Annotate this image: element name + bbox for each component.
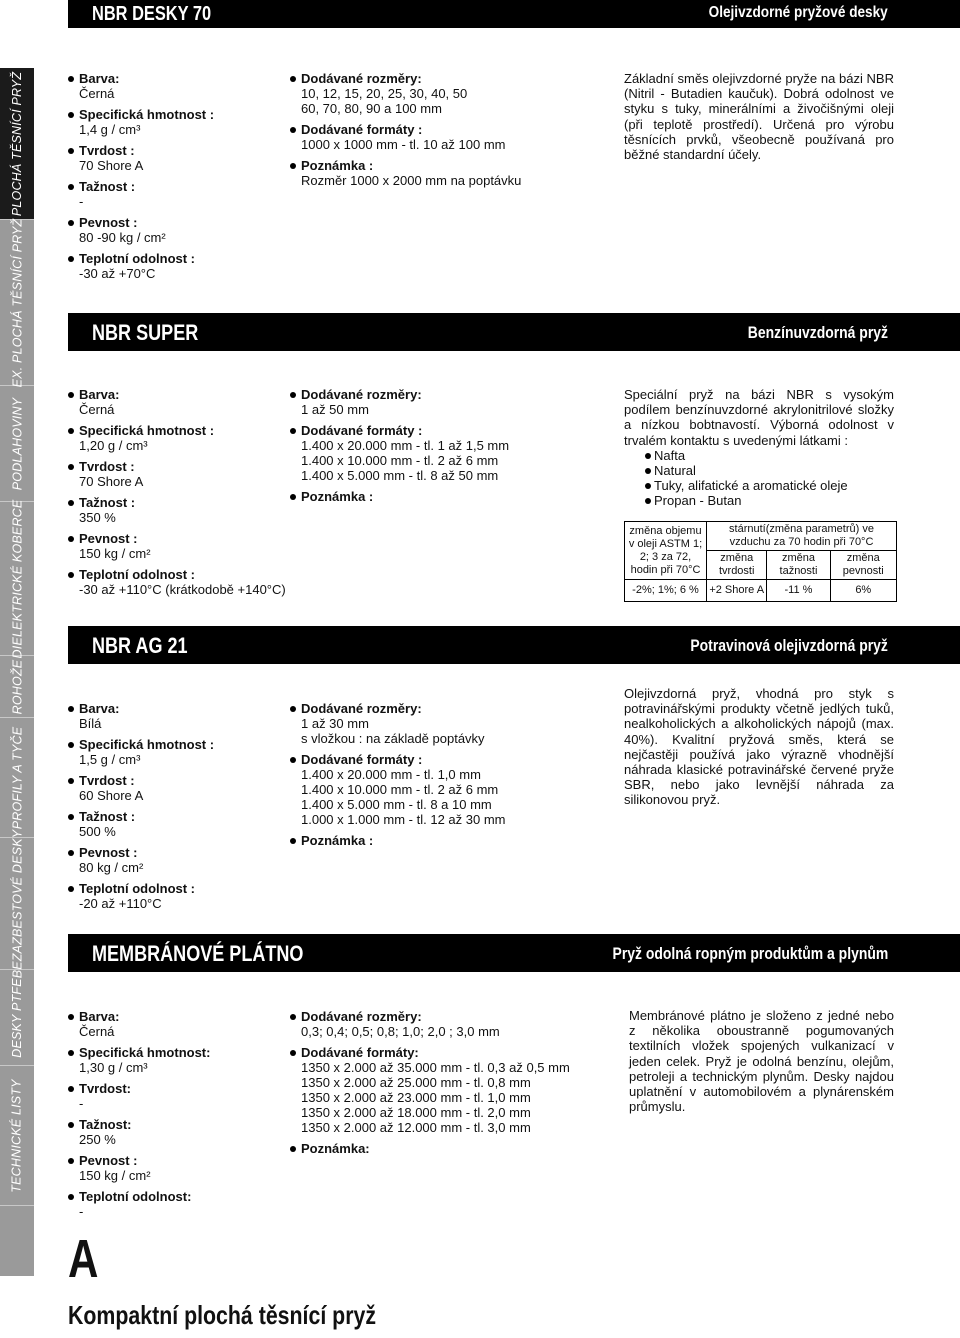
property-value: 1,30 g / cm³: [79, 1060, 148, 1075]
table-header-aging: stárnutí(změna parametrů) ve vzduchu za 70 hodin při 70°C: [707, 522, 897, 551]
table-subheader: změna tažnosti: [767, 551, 830, 580]
property-label: Dodávané formáty :: [290, 752, 610, 767]
property-label: Dodávané rozměry:: [290, 701, 610, 716]
property-label: Teplotní odolnost:: [68, 1189, 283, 1204]
table-cell: +2 Shore A: [707, 580, 767, 602]
property-label: Poznámka :: [290, 158, 610, 173]
property-value: 150 kg / cm²: [79, 546, 151, 561]
sidebar-tab-label: DESKY PTFE: [10, 977, 25, 1058]
property-value: 1.400 x 10.000 mm - tl. 2 až 6 mm: [301, 782, 499, 797]
property-label: Tažnost :: [68, 179, 283, 194]
nbr-ag21-properties: [68, 701, 283, 917]
property-label: Barva:: [68, 701, 283, 716]
property-value: 60, 70, 80, 90 a 100 mm: [301, 101, 442, 116]
property-value: Rozměr 1000 x 2000 mm na poptávku: [301, 173, 522, 188]
property-label: Dodávané rozměry:: [290, 387, 610, 402]
property-item: [68, 1117, 283, 1147]
property-value: 1000 x 1000 mm - tl. 10 až 100 mm: [301, 137, 506, 152]
property-item: [290, 423, 610, 483]
property-item: [68, 107, 283, 137]
nbr-ag21-description: Olejivzdorná pryž, vhodná pro styk s potravinářskými produkty včetně jedlých tuků, nealkoholických a alkoholických nápojů (max. 40%). Kvalitní pryžová směs, která se nejčastěji používá jako výrazně vhodnější náhrada klasické potravinářské červené pryže SBR, nebo jako levnější náhrada za silikonovou pryž.: [624, 686, 894, 808]
membrane-properties: [68, 1009, 283, 1225]
property-item: [290, 1045, 610, 1135]
property-item: [68, 567, 288, 597]
property-item: [290, 71, 610, 116]
property-item: [68, 773, 283, 803]
property-item: [68, 531, 288, 561]
property-label: Teplotní odolnost :: [68, 567, 288, 582]
membrane-dimensions: [290, 1009, 610, 1162]
property-label: Tvrdost:: [68, 1081, 283, 1096]
property-item: [68, 1081, 283, 1111]
page-category: Olejivzdorné pryžové desky: [708, 4, 888, 21]
resistance-list: [624, 448, 894, 509]
property-label: Tvrdost :: [68, 459, 288, 474]
property-item: [290, 701, 610, 746]
section-category: Potravinová olejivzdorná pryž: [690, 636, 888, 655]
property-value: 60 Shore A: [79, 788, 144, 803]
property-item: [68, 881, 283, 911]
nbr-ag21-dimensions: [290, 701, 610, 854]
property-value: 80 kg / cm²: [79, 860, 144, 875]
property-value: -30 až +70°C: [79, 266, 156, 281]
property-value: 80 -90 kg / cm²: [79, 230, 166, 245]
property-value: 1 až 30 mm: [301, 716, 369, 731]
property-item: [290, 1009, 610, 1039]
list-item: Tuky, alifatické a aromatické oleje: [624, 478, 894, 493]
property-value: 1.400 x 5.000 mm - tl. 8 až 50 mm: [301, 468, 499, 483]
section-header-membrane: [68, 934, 960, 972]
sidebar-tab-label: ROHOŽE: [10, 659, 24, 714]
property-item: [68, 1153, 283, 1183]
property-label: Pevnost :: [68, 531, 288, 546]
section-header-nbr-super: [68, 313, 960, 351]
property-value: Černá: [79, 1024, 115, 1039]
table-cell: -11 %: [767, 580, 830, 602]
property-label: Poznámka :: [290, 833, 610, 848]
sidebar-tab[interactable]: [0, 718, 34, 838]
property-value: Černá: [79, 402, 115, 417]
property-item: [290, 387, 610, 417]
property-value: 70 Shore A: [79, 158, 144, 173]
property-label: Poznámka :: [290, 489, 610, 504]
page-title: NBR DESKY 70: [92, 3, 212, 25]
table-cell: 6%: [830, 580, 896, 602]
property-item: [68, 845, 283, 875]
property-label: Dodávané formáty :: [290, 423, 610, 438]
footer-title: Kompaktní plochá těsnící pryž: [68, 1300, 377, 1330]
sidebar-tab-label: DIELEKTRICKÉ KOBERCE: [10, 499, 24, 658]
property-label: Dodávané rozměry:: [290, 1009, 610, 1024]
property-item: [290, 122, 610, 152]
property-value: Bílá: [79, 716, 102, 731]
property-label: Barva:: [68, 71, 283, 86]
property-label: Tažnost :: [68, 809, 283, 824]
table-subheader: změna tvrdosti: [707, 551, 767, 580]
sidebar-tab[interactable]: [0, 829, 34, 978]
section-title: NBR AG 21: [92, 633, 188, 658]
property-item: [68, 459, 288, 489]
property-item: [68, 1045, 283, 1075]
property-label: Barva:: [68, 387, 288, 402]
property-value: 1,5 g / cm³: [79, 752, 141, 767]
list-item: Propan - Butan: [624, 493, 894, 508]
table-cell: -2%; 1%; 6 %: [625, 580, 707, 602]
property-value: 1350 x 2.000 až 18.000 mm - tl. 2,0 mm: [301, 1105, 531, 1120]
page-header: [68, 0, 960, 28]
sidebar-tab-label: PLOCHÁ TĚSNÍCÍ PRYŽ: [10, 71, 24, 216]
nbr-super-description-text: Speciální pryž na bázi NBR s vysokým podílem benzínuvzdorné akrylonitrilové složky a nízkou bobtnavostí. Výborná odolnost v trvalém kontaktu s uvedenými látkami :: [624, 387, 894, 448]
nbr-super-dimensions: [290, 387, 610, 510]
sidebar-tab-label: EX. PLOCHÁ TĚSNÍCÍ PRYŽ: [10, 218, 25, 387]
sidebar-tab[interactable]: [0, 970, 34, 1066]
sidebar-tab-label: TECHNICKÉ LISTY: [10, 1078, 24, 1193]
list-item: Natural: [624, 463, 894, 478]
property-value: 1350 x 2.000 až 35.000 mm - tl. 0,3 až 0,5 mm: [301, 1060, 570, 1075]
sidebar-nav: [0, 68, 34, 1276]
list-item: Nafta: [624, 448, 894, 463]
property-item: [68, 737, 283, 767]
property-label: Pevnost :: [68, 215, 283, 230]
sidebar-tab[interactable]: [0, 1066, 34, 1206]
property-value: 1350 x 2.000 až 23.000 mm - tl. 1,0 mm: [301, 1090, 531, 1105]
property-value: -: [79, 1096, 84, 1111]
property-label: Pevnost :: [68, 845, 283, 860]
nbr70-dimensions: [290, 71, 610, 194]
property-label: Specifická hmotnost :: [68, 107, 283, 122]
nbr70-properties: [68, 71, 283, 287]
table-subheader: změna pevnosti: [830, 551, 896, 580]
property-value: 1,4 g / cm³: [79, 122, 141, 137]
section-letter: A: [68, 1229, 99, 1289]
property-item: [68, 423, 288, 453]
property-item: [290, 833, 610, 848]
property-value: 1.400 x 20.000 mm - tl. 1,0 mm: [301, 767, 481, 782]
sidebar-tab[interactable]: [0, 68, 34, 220]
property-label: Dodávané formáty :: [290, 122, 610, 137]
property-label: Dodávané rozměry:: [290, 71, 610, 86]
property-value: 1350 x 2.000 až 25.000 mm - tl. 0,8 mm: [301, 1075, 531, 1090]
table-header-volume: změna objemu v oleji ASTM 1; 2; 3 za 72, hodin při 70°C: [625, 522, 707, 580]
property-value: 150 kg / cm²: [79, 1168, 151, 1183]
sidebar-tab-label: BEZAZBESTOVÉ DESKY: [10, 829, 24, 978]
nbr70-description: Základní směs olejivzdorné pryže na bázi NBR (Nitril - Butadien kaučuk). Dobrá odolnost ve styku s tuky, minerálními a živočišnými oleji (při teplotě prostředí). Určená pro výrobu těsnících prvků, všeobecně používaná pro běžné standardní účely.: [624, 71, 894, 163]
nbr-super-description: [624, 387, 894, 509]
property-value: 10, 12, 15, 20, 25, 30, 40, 50: [301, 86, 468, 101]
property-label: Specifická hmotnost:: [68, 1045, 283, 1060]
property-value: 1.400 x 5.000 mm - tl. 8 a 10 mm: [301, 797, 492, 812]
section-title: MEMBRÁNOVÉ PLÁTNO: [92, 941, 304, 966]
property-item: [68, 1189, 283, 1219]
property-label: Poznámka:: [290, 1141, 610, 1156]
property-item: [290, 158, 610, 188]
property-value: 1.000 x 1.000 mm - tl. 12 až 30 mm: [301, 812, 506, 827]
property-item: [68, 387, 288, 417]
property-item: [68, 179, 283, 209]
property-item: [290, 1141, 610, 1156]
property-value: -: [79, 1204, 84, 1219]
property-value: 70 Shore A: [79, 474, 144, 489]
aging-table: [624, 521, 897, 602]
property-value: s vložkou : na základě poptávky: [301, 731, 485, 746]
property-label: Tvrdost :: [68, 143, 283, 158]
property-label: Tvrdost :: [68, 773, 283, 788]
property-label: Dodávané formáty:: [290, 1045, 610, 1060]
sidebar-tab[interactable]: [0, 220, 34, 386]
section-title: NBR SUPER: [92, 320, 199, 345]
property-value: 1350 x 2.000 až 12.000 mm - tl. 3,0 mm: [301, 1120, 531, 1135]
membrane-description: Membránové plátno je složeno z jedné nebo z několika oboustranně pogumovaných textilních vložek spojených vulkanizací v jeden celek. Pryž je odolná benzínu, olejům, petroleji a technickým plynům. Desky najdou uplatnění v automobilovém a plynárenském průmyslu.: [629, 1008, 894, 1115]
property-value: 250 %: [79, 1132, 116, 1147]
property-value: 1.400 x 10.000 mm - tl. 2 až 6 mm: [301, 453, 499, 468]
property-label: Tažnost:: [68, 1117, 283, 1132]
table-row: [625, 580, 897, 602]
property-item: [68, 495, 288, 525]
property-value: 0,3; 0,4; 0,5; 0,8; 1,0; 2,0 ; 3,0 mm: [301, 1024, 500, 1039]
property-item: [290, 752, 610, 827]
property-item: [68, 251, 283, 281]
sidebar-tab-label: PODLAHOVINY: [10, 397, 25, 490]
section-header-nbr-ag21: [68, 626, 960, 664]
property-value: Černá: [79, 86, 115, 101]
property-label: Teplotní odolnost :: [68, 881, 283, 896]
property-item: [290, 489, 610, 504]
property-value: 1.400 x 20.000 mm - tl. 1 až 1,5 mm: [301, 438, 510, 453]
sidebar-tab[interactable]: [0, 386, 34, 502]
property-label: Tažnost :: [68, 495, 288, 510]
property-label: Specifická hmotnost :: [68, 737, 283, 752]
property-value: 350 %: [79, 510, 116, 525]
property-item: [68, 809, 283, 839]
property-value: -20 až +110°C: [79, 896, 162, 911]
property-item: [68, 1009, 283, 1039]
sidebar-tab-label: PROFILY A TYČE: [10, 726, 25, 829]
property-label: Teplotní odolnost :: [68, 251, 283, 266]
property-value: -: [79, 194, 84, 209]
property-value: 500 %: [79, 824, 116, 839]
property-value: -30 až +110°C (krátkodobě +140°C): [79, 582, 286, 597]
sidebar-tab[interactable]: [0, 499, 34, 658]
property-item: [68, 701, 283, 731]
property-item: [68, 215, 283, 245]
property-label: Barva:: [68, 1009, 283, 1024]
property-label: Specifická hmotnost :: [68, 423, 288, 438]
nbr-super-properties: [68, 387, 288, 603]
property-label: Pevnost :: [68, 1153, 283, 1168]
section-category: Pryž odolná ropným produktům a plynům: [612, 944, 888, 963]
property-value: 1,20 g / cm³: [79, 438, 148, 453]
property-item: [68, 143, 283, 173]
property-value: 1 až 50 mm: [301, 402, 369, 417]
section-category: Benzínuvzdorná pryž: [747, 323, 888, 342]
sidebar-tab[interactable]: [0, 656, 34, 718]
property-item: [68, 71, 283, 101]
